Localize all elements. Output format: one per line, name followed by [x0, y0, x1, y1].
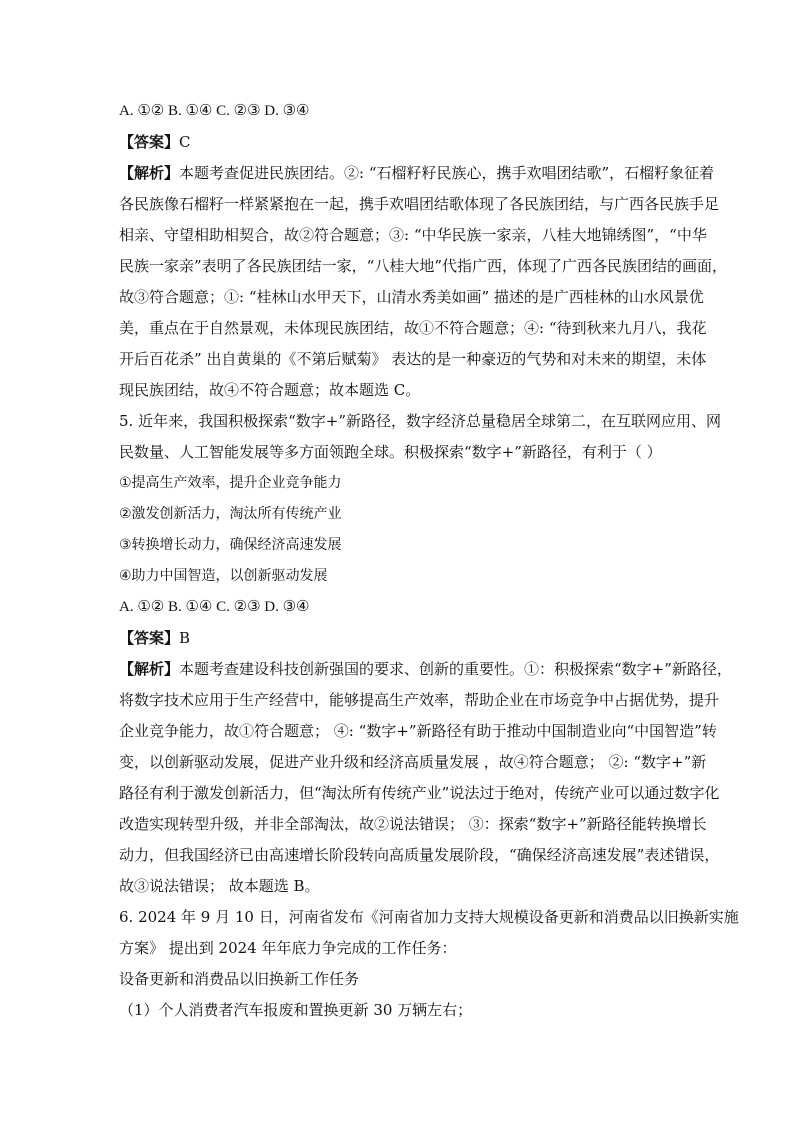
q4-choices: A. ①② B. ①④ C. ②③ D. ③④ [119, 103, 310, 119]
q5-analysis-tag: 【解析】 [119, 660, 180, 678]
q4-analysis-line [119, 158, 715, 189]
q6-stem-line: 方案》 提出到 2024 年年底力争完成的工作任务： [119, 939, 457, 957]
q5-option: ③转换增长动力，确保经济高速发展 [119, 537, 342, 553]
q6-stem-line: 6. 2024 年 9 月 10 日，河南省发布《河南省加力支持大规模设备更新和消费品以旧换新实施 [119, 908, 739, 926]
q5-answer-tag: 【答案】 [119, 629, 180, 647]
q5-analysis-line: 变，以创新驱动发展，促进产业升级和经济高质量发展 ，故④符合题意； ②: “数字+”新 [119, 753, 707, 771]
q5-option: ④助力中国智造，以创新驱动发展 [119, 568, 328, 584]
q5-analysis-line [119, 654, 732, 685]
q5-choices: A. ①② B. ①④ C. ②③ D. ③④ [119, 599, 310, 615]
q4-analysis-tag: 【解析】 [119, 164, 180, 182]
q4-answer-tag: 【答案】 [119, 133, 180, 151]
q6-subtitle: 设备更新和消费品以旧换新工作任务 [119, 970, 360, 988]
q5-analysis-line: 改造实现转型升级，并非全部淘汰，故②说法错误； ③：探索“数字+”新路径能转换增长 [119, 815, 707, 833]
q5-option: ②激发创新活力，淘汰所有传统产业 [119, 506, 342, 522]
q5-stem-line: 民数量、人工智能发展等多方面领跑全球。积极探索“数字+”新路径，有利于（ ） [119, 443, 662, 461]
q4-answer-value: C [179, 133, 191, 151]
q4-analysis-text: 本题考查促进民族团结。②: “石榴籽籽民族心，携手欢唱团结歌”，石榴籽象征着 [179, 164, 715, 182]
q5-analysis-line: 动力，但我国经济已由高速增长阶段转向高质量发展阶段，“确保经济高速发展”表述错误， [119, 846, 720, 864]
q4-analysis-line: 美，重点在于自然景观，未体现民族团结，故①不符合题意；④: “待到秋来九月八，我花 [119, 319, 707, 337]
q5-analysis-line: 路径有利于激发创新活力，但“淘汰所有传统产业”说法过于绝对，传统产业可以通过数字化 [119, 784, 720, 802]
q5-analysis-line: 将数字技术应用于生产经营中，能够提高生产效率，帮助企业在市场竞争中占据优势，提升 [119, 691, 720, 709]
q4-analysis-line: 民族一家亲”表明了各民族团结一家，“八桂大地”代指广西，体现了广西各民族团结的画面， [119, 257, 728, 275]
q5-analysis-line: 企业竞争能力，故①符合题意； ④: “数字+”新路径有助于推动中国制造业向“中国智造”转 [119, 722, 717, 740]
q5-answer [119, 623, 679, 654]
q4-answer [119, 127, 679, 158]
q5-answer-value: B [179, 629, 191, 647]
q4-analysis-line: 相亲、守望相助相契合，故②符合题意；③: “中华民族一家亲，八桂大地锦绣图”，“中华 [119, 226, 707, 244]
q6-item: （1）个人消费者汽车报废和置换更新 30 万辆左右； [119, 1001, 473, 1019]
document-page [119, 96, 739, 1026]
q5-analysis-line: 故③说法错误； 故本题选 B。 [119, 877, 320, 895]
q5-stem-line: 5. 近年来，我国积极探索“数字+”新路径，数字经济总量稳居全球第二，在互联网应用、网 [119, 412, 721, 430]
q4-analysis-line: 故③符合题意；①: “桂林山水甲天下，山清水秀美如画” 描述的是广西桂林的山水风景优 [119, 288, 704, 306]
q5-option: ①提高生产效率，提升企业竞争能力 [119, 475, 342, 491]
q4-analysis-line: 各民族像石榴籽一样紧紧抱在一起，携手欢唱团结歌体现了各民族团结，与广西各民族手足 [119, 195, 720, 213]
q5-analysis-text: 本题考查建设科技创新强国的要求、创新的重要性。①：积极探索“数字+”新路径， [179, 660, 732, 678]
q4-analysis-line: 现民族团结，故④不符合题意；故本题选 C。 [119, 381, 421, 399]
q4-analysis-line: 开后百花杀” 出自黄巢的《不第后赋菊》 表达的是一种豪迈的气势和对未来的期望，未体 [119, 350, 707, 368]
